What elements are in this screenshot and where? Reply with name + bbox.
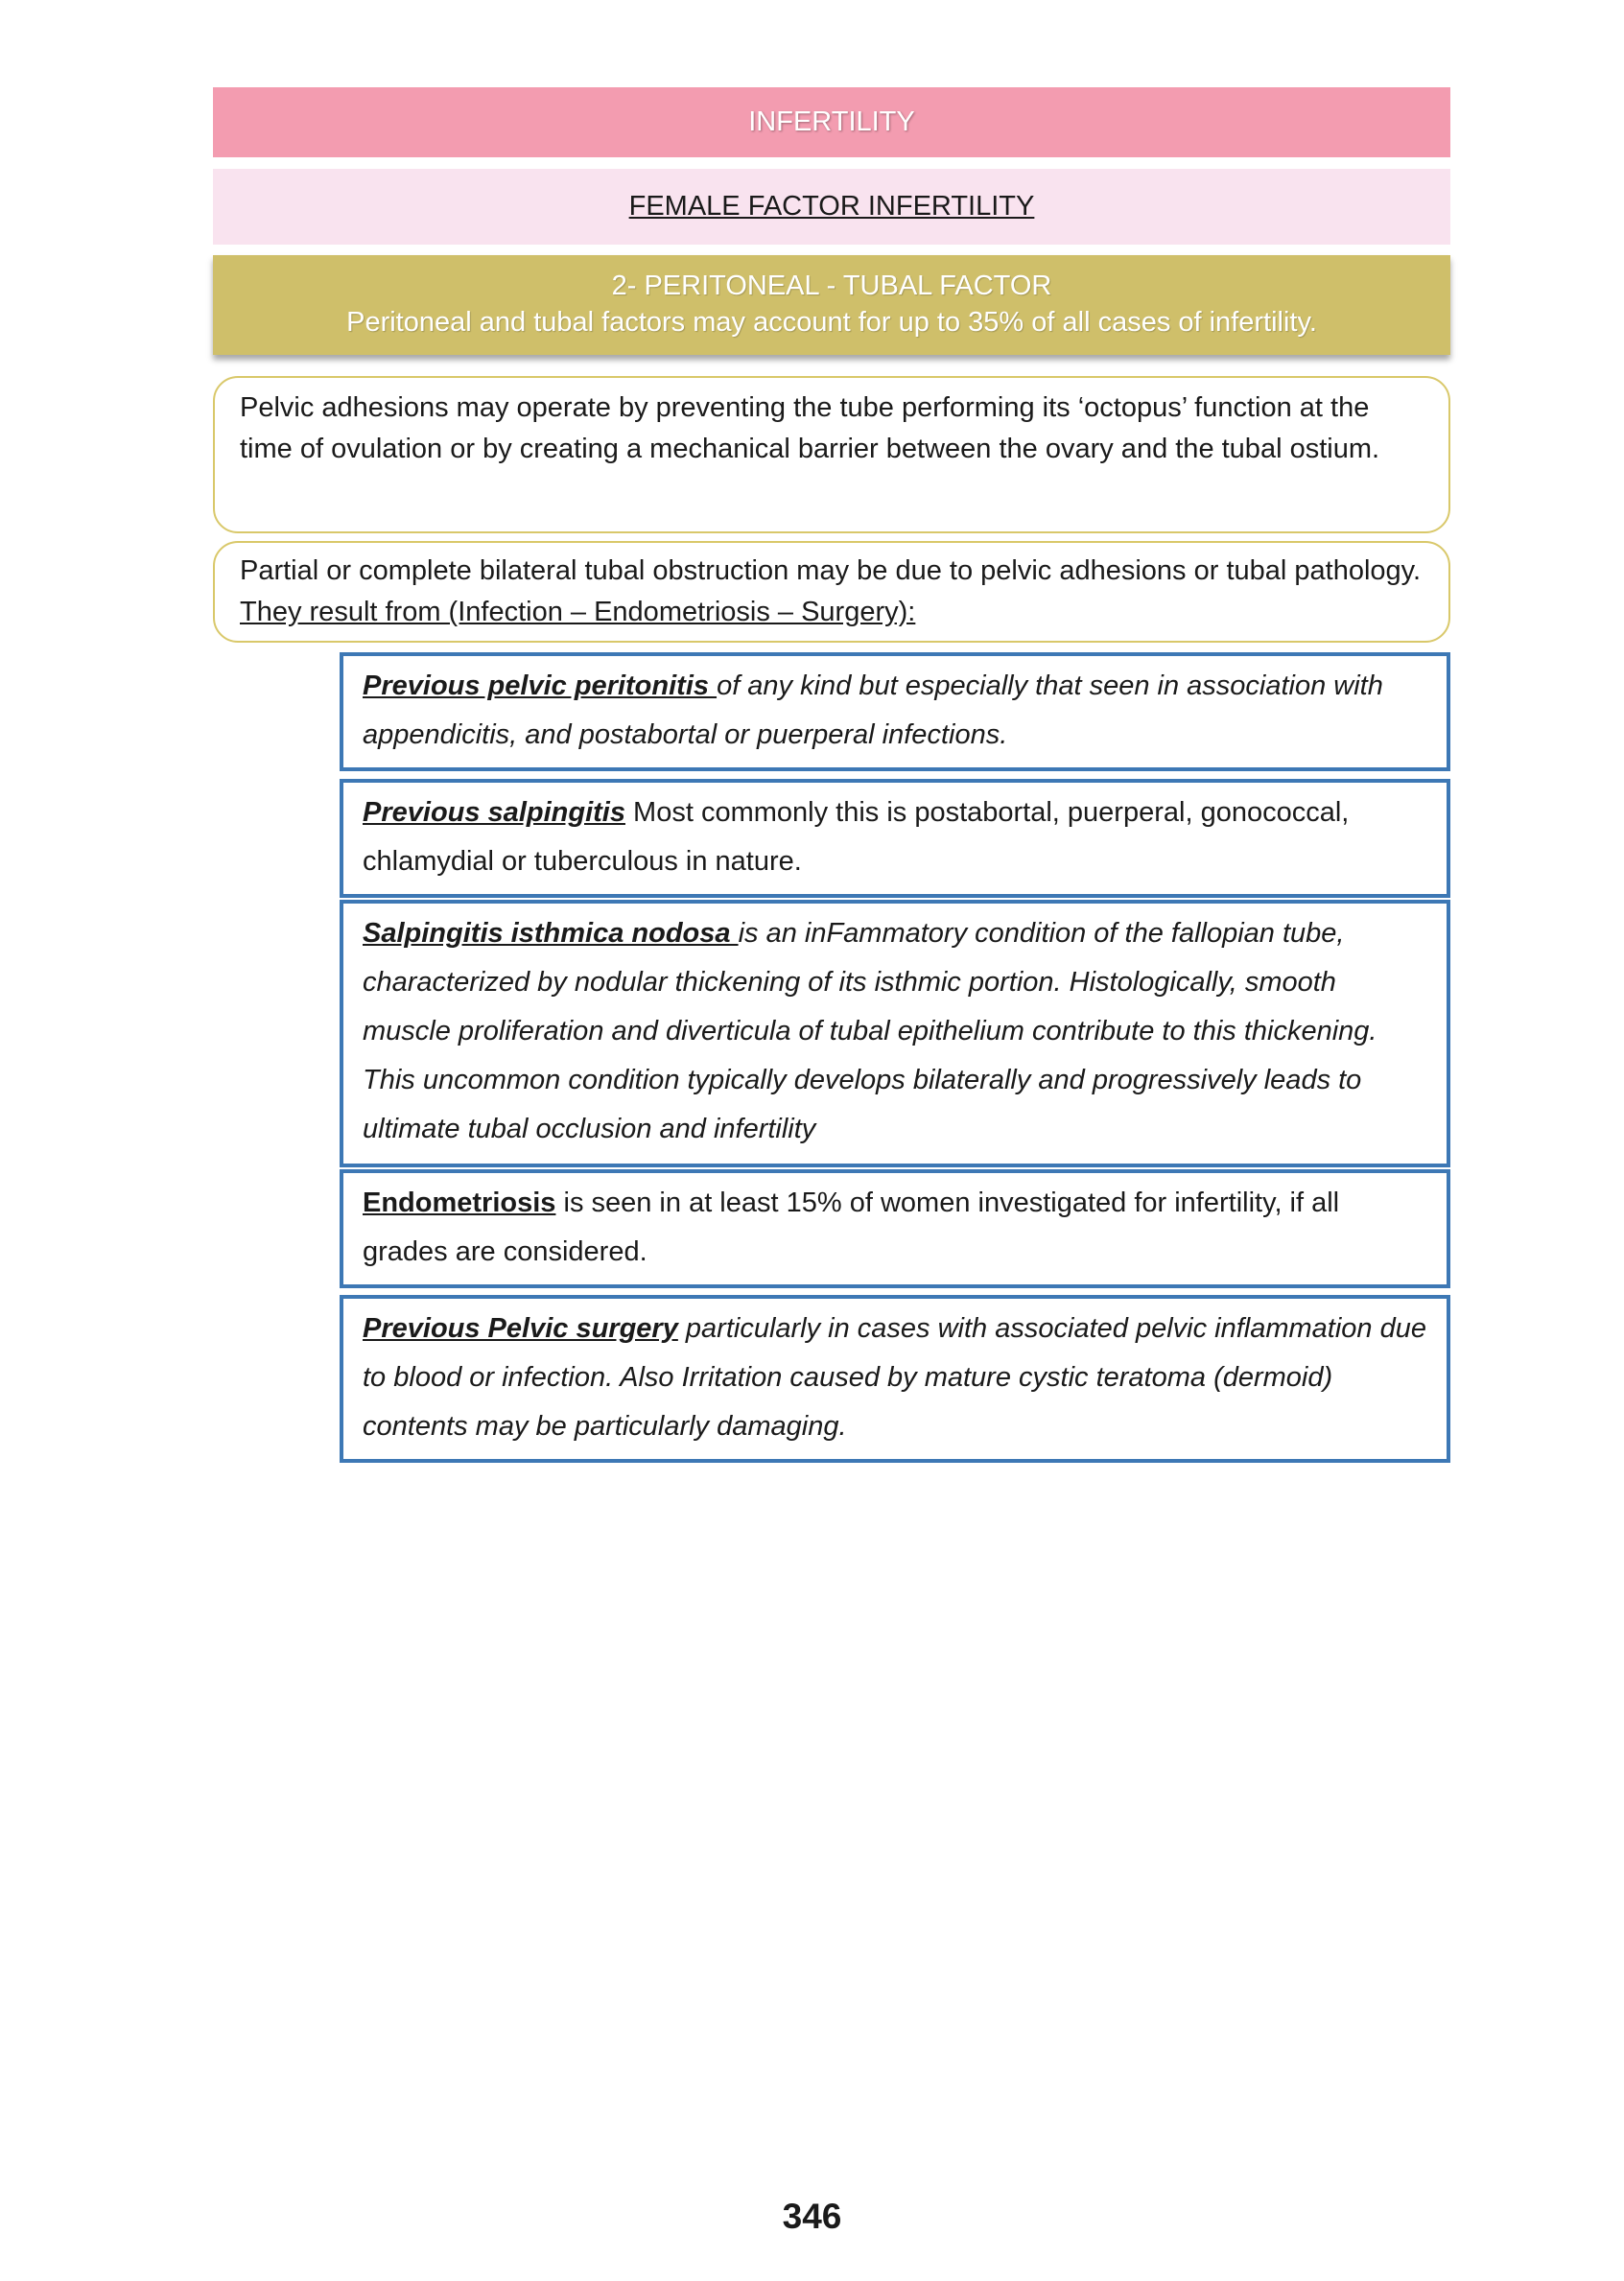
obstruction-text: Partial or complete bilateral tubal obstruction may be due to pelvic adhesions or tubal pathology. [240,555,1422,586]
cause-text: Most commonly this is postabortal, puerperal, gonococcal, chlamydial or tuberculous in nature. [363,797,1350,877]
subtitle: FEMALE FACTOR INFERTILITY [628,191,1035,222]
cause-heading: Previous salpingitis [363,797,625,828]
page-number: 346 [782,2197,842,2236]
cause-box-surgery [340,1295,1450,1463]
adhesions-text: Pelvic adhesions may operate by preventing the tube performing its ‘octopus’ function at the time of ovulation or by creating a mechanical barrier between the ovary and the tubal ostium. [240,392,1380,464]
cause-text: is an inFammatory condition of the fallopian tube, characterized by nodular thickening of its isthmic portion. Histologically, smooth muscle proliferation and diverticula of tubal epithelium contribute to this thickening. This uncommon condition typically develops bilaterally and progressively leads to ultimate tubal occlusion and infertility [363,918,1377,1144]
section-title: 2- PERITONEAL - TUBAL FACTOR [611,270,1052,301]
section-banner [213,255,1450,355]
section-summary: Peritoneal and tubal factors may account for up to 35% of all cases of infertility. [346,307,1317,338]
chapter-title-banner [213,87,1450,157]
obstruction-causes: They result from (Infection – Endometriosis – Surgery): [240,597,916,627]
cause-text: of any kind but especially that seen in association with appendicitis, and postabortal or puerperal infections. [363,670,1383,750]
subtitle-banner [213,169,1450,245]
cause-heading: Endometriosis [363,1188,556,1218]
cause-box-salpingitis [340,779,1450,898]
cause-heading: Salpingitis isthmica nodosa [363,918,739,949]
cause-text: is seen in at least 15% of women investigated for infertility, if all grades are considered. [363,1188,1340,1267]
chapter-title: INFERTILITY [748,106,915,137]
cause-box-endometriosis [340,1169,1450,1288]
cause-box-sin [340,900,1450,1167]
cause-text: particularly in cases with associated pelvic inflammation due to blood or infection. Also Irritation caused by mature cystic teratoma (dermoid) contents may be particularly damaging. [363,1313,1426,1442]
obstruction-note [213,541,1450,643]
adhesions-note [213,376,1450,533]
cause-box-peritonitis [340,652,1450,771]
cause-heading: Previous Pelvic surgery [363,1313,678,1344]
cause-heading: Previous pelvic peritonitis [363,670,718,701]
